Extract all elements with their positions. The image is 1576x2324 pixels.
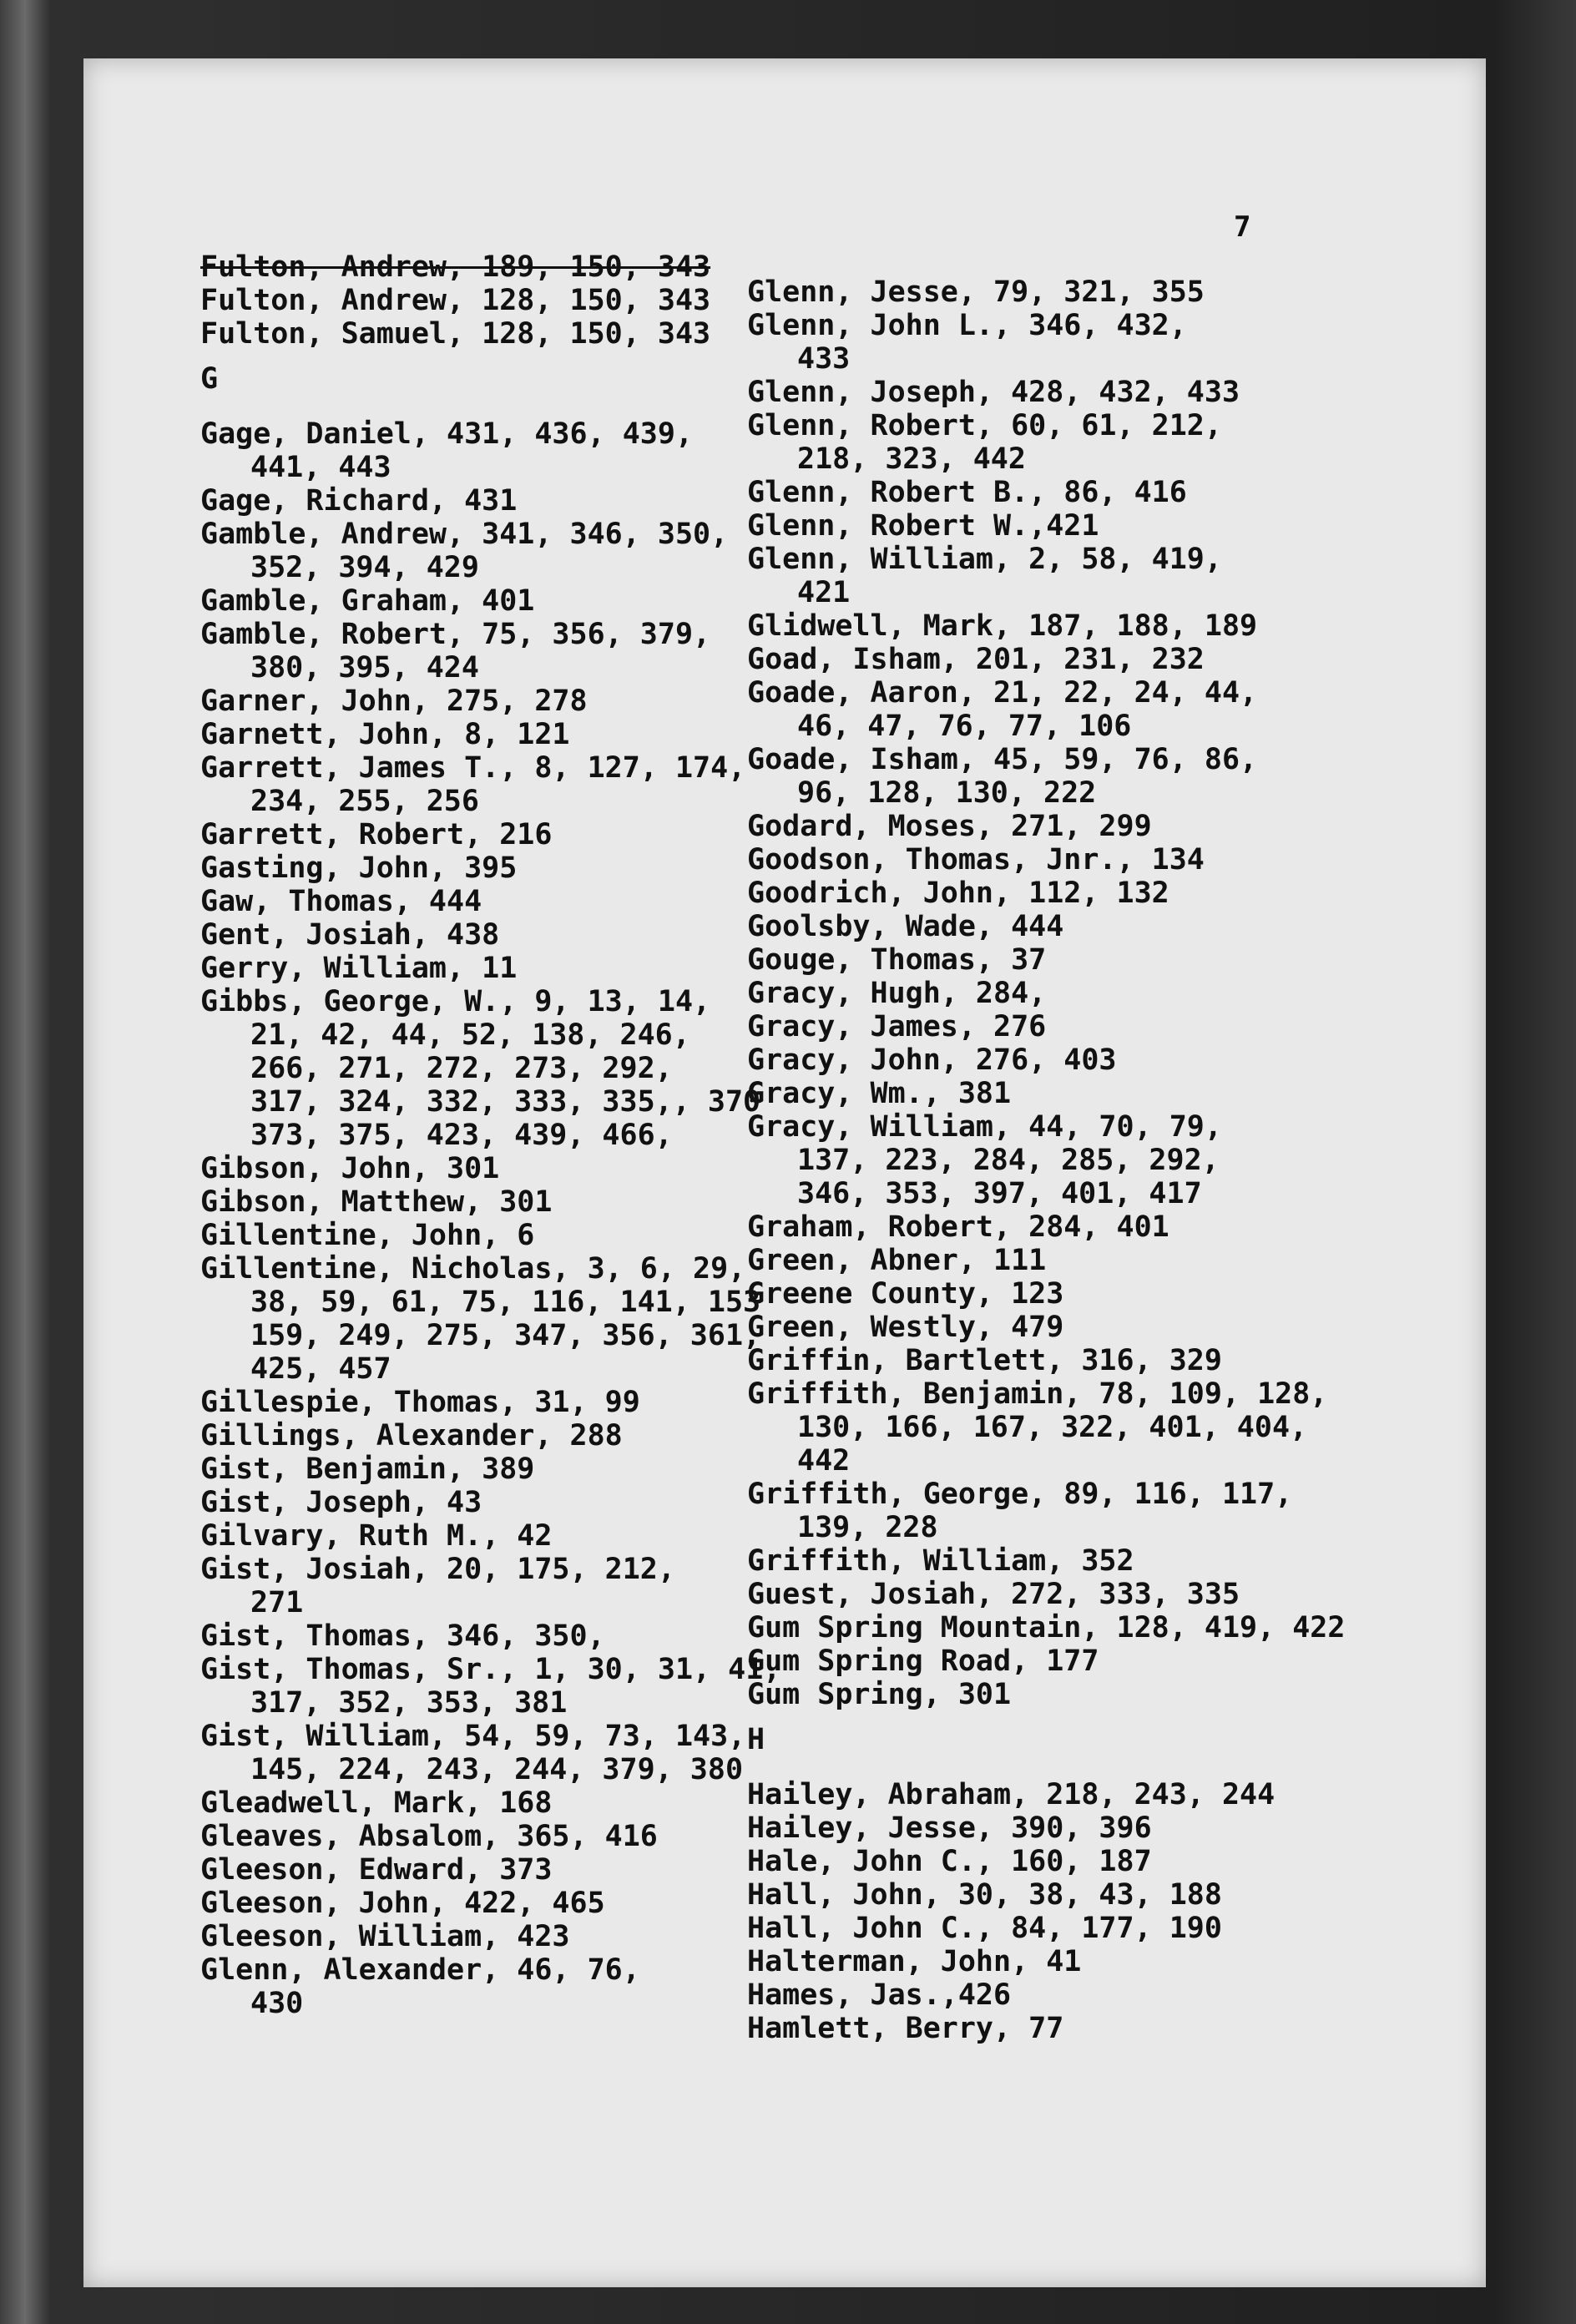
index-entry: Gillings, Alexander, 288 [200, 1419, 623, 1452]
index-entry-continuation: 218, 323, 442 [797, 442, 1026, 476]
index-entry-continuation: 266, 271, 272, 273, 292, [250, 1052, 673, 1085]
index-entry: Green, Westly, 479 [747, 1311, 1064, 1344]
index-entry: Gamble, Andrew, 341, 346, 350, [200, 518, 729, 551]
index-page [83, 58, 1486, 2287]
index-entry: Glenn, Robert B., 86, 416 [747, 476, 1187, 509]
index-entry: Gibson, Matthew, 301 [200, 1185, 553, 1219]
index-entry: Hall, John, 30, 38, 43, 188 [747, 1878, 1222, 1912]
index-entry: Griffin, Bartlett, 316, 329 [747, 1344, 1222, 1377]
index-entry-continuation: 430 [250, 1987, 304, 2020]
index-entry: Greene County, 123 [747, 1277, 1064, 1311]
index-entry: Gracy, Wm., 381 [747, 1077, 1012, 1110]
index-entry: Gist, Thomas, Sr., 1, 30, 31, 41, [200, 1653, 781, 1686]
index-entry-continuation: 373, 375, 423, 439, 466, [250, 1119, 673, 1152]
index-entry: Hames, Jas.,426 [747, 1978, 1012, 2012]
index-entry: Gillespie, Thomas, 31, 99 [200, 1386, 640, 1419]
index-entry: Gum Spring Mountain, 128, 419, 422 [747, 1611, 1346, 1644]
index-entry-continuation: 271 [250, 1586, 304, 1619]
index-entry: Hailey, Abraham, 218, 243, 244 [747, 1778, 1275, 1811]
index-entry: Griffith, William, 352 [747, 1544, 1134, 1578]
index-entry-continuation: 442 [797, 1444, 851, 1478]
index-entry: Gage, Daniel, 431, 436, 439, [200, 417, 694, 451]
index-entry: Garrett, Robert, 216 [200, 818, 553, 851]
index-entry: Gist, Thomas, 346, 350, [200, 1619, 605, 1653]
index-entry: Gillentine, John, 6 [200, 1219, 535, 1252]
index-entry: Guest, Josiah, 272, 333, 335 [747, 1578, 1240, 1611]
index-entry: Gibson, John, 301 [200, 1152, 500, 1185]
index-entry: Gist, Josiah, 20, 175, 212, [200, 1553, 675, 1586]
index-entry: Gleadwell, Mark, 168 [200, 1786, 553, 1820]
index-entry: Gamble, Robert, 75, 356, 379, [200, 618, 711, 651]
index-entry: Hailey, Jesse, 390, 396 [747, 1811, 1152, 1845]
index-entry-continuation: 433 [797, 342, 851, 376]
index-entry: Hall, John C., 84, 177, 190 [747, 1912, 1222, 1945]
index-entry: Garnett, John, 8, 121 [200, 718, 570, 751]
index-entry: Glenn, Alexander, 46, 76, [200, 1953, 640, 1987]
index-entry: Gracy, Hugh, 284, [747, 977, 1047, 1010]
index-entry-continuation: 317, 352, 353, 381 [250, 1686, 568, 1720]
index-entry: Fulton, Andrew, 128, 150, 343 [200, 284, 711, 317]
index-entry: Gist, William, 54, 59, 73, 143, [200, 1720, 746, 1753]
index-entry-continuation: 130, 166, 167, 322, 401, 404, [797, 1411, 1308, 1444]
section-letter: H [747, 1723, 765, 1756]
section-letter: G [200, 362, 219, 396]
index-entry: Goade, Isham, 45, 59, 76, 86, [747, 743, 1258, 776]
index-entry: Gasting, John, 395 [200, 851, 518, 885]
index-entry: Gum Spring Road, 177 [747, 1644, 1099, 1678]
index-entry-continuation: 441, 443 [250, 451, 391, 484]
index-entry: Glenn, John L., 346, 432, [747, 309, 1187, 342]
index-entry: Fulton, Andrew, 189, 150, 343 [200, 250, 711, 284]
index-entry-continuation: 159, 249, 275, 347, 356, 361, [250, 1319, 761, 1352]
index-entry: Gracy, John, 276, 403 [747, 1043, 1117, 1077]
index-entry-continuation: 352, 394, 429 [250, 551, 479, 584]
index-entry: Gleaves, Absalom, 365, 416 [200, 1820, 658, 1853]
index-entry: Gleeson, William, 423 [200, 1920, 570, 1953]
page-number: 7 [1234, 210, 1251, 244]
index-entry: Griffith, Benjamin, 78, 109, 128, [747, 1377, 1328, 1411]
index-entry: Gracy, James, 276 [747, 1010, 1047, 1043]
index-entry-continuation: 96, 128, 130, 222 [797, 776, 1097, 810]
index-entry: Gillentine, Nicholas, 3, 6, 29, [200, 1252, 746, 1286]
index-entry-continuation: 38, 59, 61, 75, 116, 141, 153 [250, 1286, 761, 1319]
index-entry: Garner, John, 275, 278 [200, 685, 588, 718]
index-entry: Goodrich, John, 112, 132 [747, 877, 1169, 910]
index-entry: Fulton, Samuel, 128, 150, 343 [200, 317, 711, 351]
index-entry: Green, Abner, 111 [747, 1244, 1047, 1277]
index-entry: Gilvary, Ruth M., 42 [200, 1519, 553, 1553]
index-entry: Garrett, James T., 8, 127, 174, [200, 751, 746, 785]
index-entry: Glenn, William, 2, 58, 419, [747, 543, 1222, 576]
index-entry-continuation: 139, 228 [797, 1511, 938, 1544]
index-entry: Gamble, Graham, 401 [200, 584, 535, 618]
index-entry-continuation: 21, 42, 44, 52, 138, 246, [250, 1018, 690, 1052]
index-entry: Gerry, William, 11 [200, 952, 518, 985]
index-entry: Goolsby, Wade, 444 [747, 910, 1064, 943]
index-entry: Hamlett, Berry, 77 [747, 2012, 1064, 2045]
index-entry: Goodson, Thomas, Jnr., 134 [747, 843, 1205, 877]
index-entry: Goad, Isham, 201, 231, 232 [747, 643, 1205, 676]
index-entry: Glenn, Robert W.,421 [747, 509, 1099, 543]
index-entry-continuation: 137, 223, 284, 285, 292, [797, 1144, 1220, 1177]
index-entry: Goade, Aaron, 21, 22, 24, 44, [747, 676, 1258, 710]
index-entry-continuation: 317, 324, 332, 333, 335,, 370 [250, 1085, 761, 1119]
index-entry: Glidwell, Mark, 187, 188, 189 [747, 609, 1258, 643]
index-entry: Gleeson, John, 422, 465 [200, 1887, 605, 1920]
index-entry: Gent, Josiah, 438 [200, 918, 500, 952]
index-column-right [747, 275, 1415, 2045]
index-entry: Godard, Moses, 271, 299 [747, 810, 1152, 843]
index-entry-continuation: 145, 224, 243, 244, 379, 380 [250, 1753, 744, 1786]
index-entry: Gracy, William, 44, 70, 79, [747, 1110, 1222, 1144]
index-entry-continuation: 234, 255, 256 [250, 785, 479, 818]
index-entry-continuation: 380, 395, 424 [250, 651, 479, 685]
index-entry: Halterman, John, 41 [747, 1945, 1082, 1978]
index-entry: Glenn, Robert, 60, 61, 212, [747, 409, 1222, 442]
index-entry: Hale, John C., 160, 187 [747, 1845, 1152, 1878]
index-entry: Gleeson, Edward, 373 [200, 1853, 553, 1887]
index-entry: Griffith, George, 89, 116, 117, [747, 1478, 1293, 1511]
index-entry: Gaw, Thomas, 444 [200, 885, 482, 918]
index-entry-continuation: 46, 47, 76, 77, 106 [797, 710, 1132, 743]
index-entry-continuation: 346, 353, 397, 401, 417 [797, 1177, 1202, 1210]
index-entry: Gum Spring, 301 [747, 1678, 1012, 1711]
index-entry: Graham, Robert, 284, 401 [747, 1210, 1169, 1244]
index-entry: Gibbs, George, W., 9, 13, 14, [200, 985, 711, 1018]
index-entry: Gouge, Thomas, 37 [747, 943, 1047, 977]
index-entry-continuation: 425, 457 [250, 1352, 391, 1386]
index-entry: Glenn, Joseph, 428, 432, 433 [747, 376, 1240, 409]
index-entry: Gage, Richard, 431 [200, 484, 518, 518]
index-entry: Glenn, Jesse, 79, 321, 355 [747, 275, 1205, 309]
index-entry: Gist, Joseph, 43 [200, 1486, 482, 1519]
index-entry-continuation: 421 [797, 576, 851, 609]
index-entry: Gist, Benjamin, 389 [200, 1452, 535, 1486]
